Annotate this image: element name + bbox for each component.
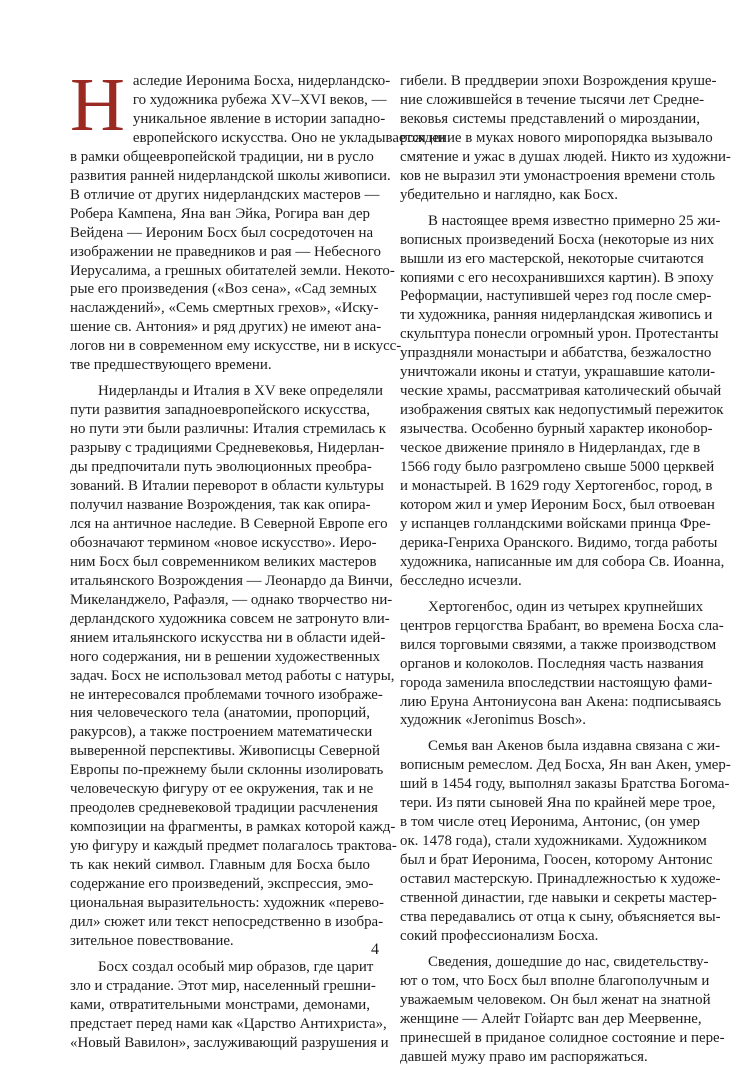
paragraph — [70, 63, 446, 375]
text-line: ческие храмы, рассматривая католический обычай — [400, 383, 722, 400]
drop-cap: Н — [70, 63, 125, 147]
paragraph — [400, 953, 725, 1067]
text-line: преодолев средневековой традиции расчленения — [70, 800, 378, 817]
text-line: циональная выразительность: художник «перево- — [70, 894, 384, 911]
text-line: «Новый Вавилон», заслуживающий разрушения и — [70, 1034, 389, 1051]
text-line: центров герцогства Брабант, во времена Босха сла- — [400, 617, 724, 634]
text-line: сокий профессионализм Босха. — [400, 927, 599, 944]
text-line: убедительно и наглядно, как Босх. — [400, 186, 618, 203]
text-line: скульптура понесли огромный урон. Протестанты — [400, 326, 719, 343]
text-line: дерландского художника совсем не затронуто вли- — [70, 610, 390, 627]
text-line: Микеланджело, Рафаэля, — однако творчество ни- — [70, 591, 393, 608]
text-line: задач. Босх не использовал метод работы с натуры, — [70, 667, 395, 684]
text-line: Реформации, наступившей через год после смер- — [400, 288, 712, 305]
text-line: тери. Из пяти сыновей Яна по крайней мере трое, — [400, 795, 716, 812]
text-line: итальянского Возрождения — Леонардо да Винчи, — [70, 572, 393, 589]
text-line: зительное повествование. — [70, 932, 234, 949]
text-line: развития ранней нидерландской школы живописи. — [70, 167, 391, 184]
text-line: ть как некий символ. Главным для Босха было — [70, 857, 370, 874]
text-line: зло и страдание. Этот мир, населенный грешни- — [70, 977, 376, 994]
text-line: ния человеческого тела (анатомии, пропорций, — [70, 705, 370, 722]
text-line: не интересовался проблемами точного изображе- — [70, 686, 383, 703]
text-line: женщине — Алейт Гойартс ван дер Меервенне, — [400, 1010, 702, 1027]
text-line: ками, отвратительными монстрами, демонами, — [70, 996, 370, 1013]
right-column — [400, 72, 731, 1074]
paragraph — [400, 598, 724, 731]
text-line: но пути эти были различны: Италия стремилась к — [70, 421, 386, 438]
text-line: ческое движение приняло в Нидерландах, где в — [400, 440, 701, 457]
paragraph — [400, 212, 725, 591]
text-line: ды предпочитали путь эволюционных преобра- — [70, 459, 372, 476]
text-line: ший в 1454 году, выполнял заказы Братства Богома- — [400, 776, 730, 793]
page-number: 4 — [371, 941, 379, 958]
text-line: Нидерланды и Италия в XV веке определяли — [98, 383, 383, 400]
text-line: изображения святых как недопустимый пережиток — [400, 402, 724, 419]
text-line: вописных произведений Босха (некоторые из них — [400, 231, 715, 248]
text-line: смятение и ужас в душах людей. Никто из художни- — [400, 148, 731, 165]
text-line: уважаемым человеком. Он был женат на знатной — [400, 991, 711, 1008]
text-line: разрыву с традициями Средневековья, Нидерлан- — [70, 440, 385, 457]
paragraph — [400, 737, 731, 945]
text-line: обозначают термином «новое искусство». Иеро- — [70, 534, 377, 551]
text-line: города заменила впоследствии настоящую фами- — [400, 674, 713, 691]
text-line: логов ни в современном ему искусстве, ни в искусс- — [70, 338, 402, 355]
text-line: котором жил и умер Иероним Босх, был отвоеван — [400, 496, 715, 513]
text-line: ют о том, что Босх был вполне благополучным и — [400, 972, 710, 989]
text-line: органов и колоколов. Последняя часть названия — [400, 655, 704, 672]
text-line: ного содержания, ни в решении художественных — [70, 648, 381, 665]
text-line: изображении не праведников и рая — Небесного — [70, 243, 381, 260]
text-line: выверенной перспективы. Живописцы Северной — [70, 743, 380, 760]
text-line: наслаждений», «Семь смертных грехов», «Иску- — [70, 300, 379, 317]
text-line: копиями с его несохранившихся картин). В эпоху — [400, 269, 714, 286]
text-line: в том числе отец Иеронима, Антонис, (он умер — [400, 814, 700, 831]
text-line: ние сложившейся в течение тысячи лет Средне- — [400, 91, 705, 108]
text-line: тве предшествующего времени. — [70, 357, 272, 374]
text-line: гибели. В преддверии эпохи Возрождения круше- — [400, 73, 717, 89]
paragraph — [70, 958, 389, 1053]
text-line: язычества. Особенно бурный характер иконобор- — [400, 421, 713, 438]
text-line: пути развития западноевропейского искусства, — [70, 402, 370, 419]
text-line: дил» сюжет или текст непосредственно в изобра- — [70, 913, 384, 930]
text-line: Сведения, дошедшие до нас, свидетельству- — [428, 953, 709, 970]
text-line: лся на античное наследие. В Северной Европе его — [70, 515, 388, 532]
text-line: европейского искусства. Оно не укладывается ни — [132, 129, 446, 146]
text-line: ства передавались от отца к сыну, объясняется вы- — [400, 908, 721, 925]
text-line: ти художника, ранняя нидерландская живопись и — [400, 307, 713, 324]
text-line: вышли из его мастерской, некоторые считаются — [400, 250, 704, 267]
text-line: композиции на фрагменты, в рамках которой кажд- — [70, 819, 396, 836]
text-line: Вейдена — Иероним Босх был сосредоточен на — [70, 224, 374, 241]
text-line: Иерусалима, а грешных обитателей земли. Некото- — [70, 262, 395, 279]
text-line: предстает перед нами как «Царство Антихриста», — [70, 1015, 387, 1032]
text-line: лию Еруна Антониусона ван Акена: подписываясь — [400, 693, 722, 710]
text-line: художник «Jeronimus Bosch». — [400, 712, 586, 729]
text-line: вился торговыми связями, а также производством — [400, 636, 717, 653]
text-line: вековья системы представлений о мироздании, — [400, 110, 700, 127]
text-line: ним Босх был современником великих мастеров — [70, 553, 377, 570]
paragraph — [70, 382, 397, 951]
paragraph — [400, 72, 731, 205]
text-line: Робера Кампена, Яна ван Эйка, Рогира ван дер — [70, 205, 370, 222]
text-line: уникальное явление в истории западно- — [132, 110, 386, 127]
text-line: янием итальянского искусства ни в области идей- — [70, 629, 386, 646]
text-line: ую фигуру и каждый предмет полагалось трактова- — [70, 838, 397, 855]
text-line: шение св. Антония» и ряд других) не имеют ана- — [70, 319, 382, 336]
text-line: упраздняли монастыри и аббатства, безжалостно — [400, 345, 712, 362]
text-line: оставил мастерскую. Принадлежностью к художе- — [400, 871, 721, 888]
text-line: ков не выразил эти умонастроения времени столь — [400, 167, 716, 184]
text-line: бесследно исчезли. — [400, 572, 522, 589]
text-line: в рамки общеевропейской традиции, ни в русло — [70, 148, 374, 165]
text-line: Семья ван Акенов была издавна связана с жи- — [428, 738, 721, 755]
text-line: В отличие от других нидерландских мастеров — — [70, 186, 380, 203]
text-line: ок. 1478 года), стали художниками. Художником — [400, 833, 707, 850]
left-column — [70, 63, 446, 1060]
text-line: Босх создал особый мир образов, где царит — [98, 958, 374, 975]
text-line: содержание его произведений, экспрессия, эмо- — [70, 876, 374, 893]
text-line: вописным ремеслом. Дед Босха, Ян ван Акен, умер- — [400, 757, 731, 774]
text-line: рые его произведения («Воз сена», «Сад земных — [70, 281, 377, 298]
text-line: аследие Иеронима Босха, нидерландско- — [132, 73, 391, 89]
text-line: и монастырей. В 1629 году Хертогенбос, город, в — [400, 478, 713, 495]
text-line: ракурсов), а также построением математически — [70, 724, 373, 741]
text-line: дерика-Генриха Оранского. Видимо, тогда работы — [400, 534, 718, 551]
text-line: Европы по-прежнему были склонны изолировать — [70, 762, 384, 779]
text-line: уничтожали иконы и статуи, украшавшие католи- — [400, 364, 716, 381]
text-line: В настоящее время известно примерно 25 жи- — [428, 212, 721, 229]
text-line: принесшей в приданое солидное состояние и пере- — [400, 1029, 725, 1046]
text-line: Хертогенбос, один из четырех крупнейших — [428, 598, 704, 615]
text-line: получил название Возрождения, так как опира- — [70, 496, 371, 513]
text-line: давшей мужу право им распоряжаться. — [400, 1048, 648, 1065]
text-line: 1566 году было разгромлено свыше 5000 церквей — [400, 459, 715, 476]
text-line: у испанцев голландскими войсками принца Фре- — [400, 515, 711, 532]
text-line: рождение в муках нового миропорядка вызывало — [400, 129, 713, 146]
text-line: был и брат Иеронима, Гоосен, которому Антонис — [400, 852, 713, 869]
text-line: зований. В Италии переворот в области культуры — [70, 478, 384, 495]
text-line: человеческую фигуру от ее окружения, так и не — [70, 781, 374, 798]
text-line: художника, написанные им для собора Св. Иоанна, — [400, 553, 725, 570]
text-line: ственной династии, где навыки и секреты мастер- — [400, 890, 717, 907]
text-line: го художника рубежа XV–XVI веков, — — [132, 91, 387, 108]
